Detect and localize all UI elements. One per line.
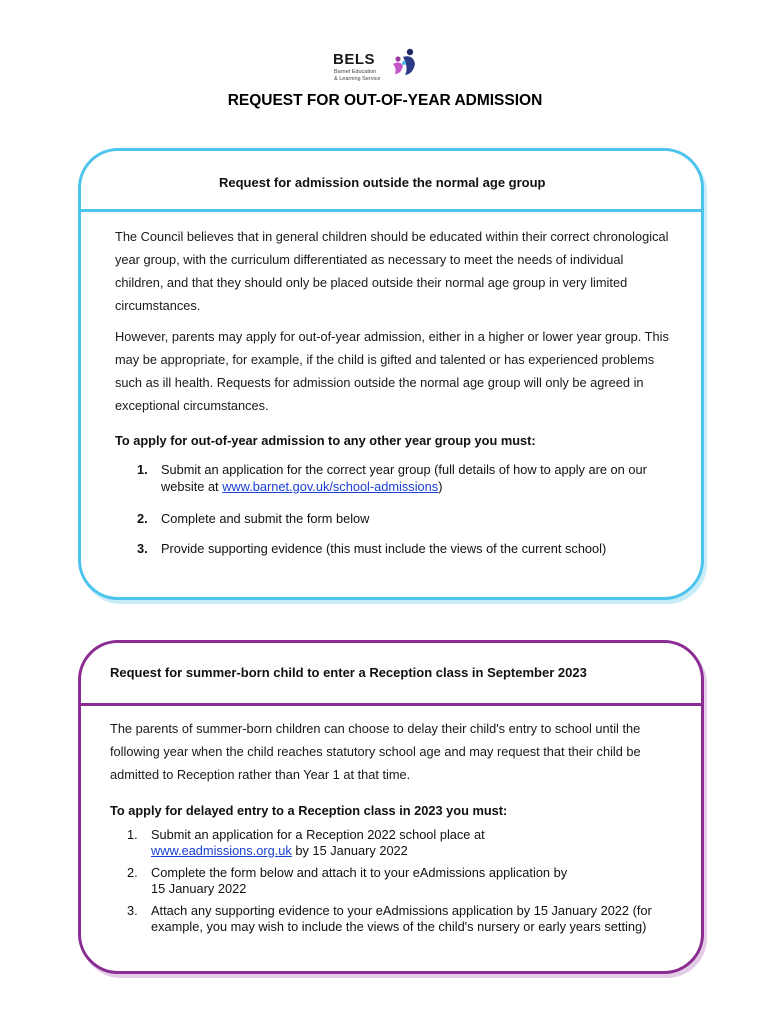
step-number: 2.: [137, 511, 148, 526]
logo-subtitle-line1: Barnet Education: [334, 69, 377, 75]
page-title: REQUEST FOR OUT-OF-YEAR ADMISSION: [227, 92, 543, 109]
section1-divider: [81, 209, 701, 212]
people-logo-icon: [391, 48, 417, 78]
step-number: 3.: [137, 541, 148, 556]
summer-born-section: [78, 640, 704, 974]
section2-heading: Request for summer-born child to enter a Reception class in September 2023: [110, 665, 587, 680]
step-number: 2.: [127, 865, 138, 880]
step-text: Complete the form below and attach it to your eAdmissions application by: [151, 865, 568, 880]
step-text-end: ): [438, 479, 443, 494]
list-item: [127, 827, 667, 859]
step-text-date: 15 January 2022: [151, 881, 247, 896]
list-item: [127, 903, 667, 935]
section1-apply-heading: To apply for out-of-year admission to any other year group you must:: [115, 433, 536, 448]
step-text: Submit an application for a Reception 2022 school place at: [151, 827, 485, 842]
step-number: 1.: [127, 827, 138, 842]
eadmissions-link[interactable]: www.eadmissions.org.uk: [151, 843, 292, 858]
section1-heading: Request for admission outside the normal age group: [219, 175, 546, 190]
list-item: [137, 510, 667, 527]
step-text: Complete and submit the form below: [161, 511, 370, 526]
section1-paragraph-2: However, parents may apply for out-of-year admission, either in a higher or lower year group. This may be appropriate, for example, if the child is gifted and talented or has experienced problems such as ill health. Requests for admission outside the normal age group will only be agreed in exceptional circumstances.: [115, 329, 669, 413]
barnet-admissions-link[interactable]: www.barnet.gov.uk/school-admissions: [222, 479, 439, 494]
section2-steps-list: [127, 827, 667, 935]
step-text: Attach any supporting evidence to your eAdmissions application by 15 January 2022 (for example, you may wish to include the views of the child's nursery or early years setting): [151, 903, 652, 934]
list-item: [127, 865, 667, 897]
list-item: [137, 540, 667, 557]
step-text-end: by 15 January 2022: [291, 843, 408, 858]
section2-divider: [81, 703, 701, 706]
logo-wordmark: BELS: [333, 51, 376, 68]
out-of-year-section: [78, 148, 704, 600]
step-number: 3.: [127, 903, 138, 918]
step-text: Provide supporting evidence (this must include the views of the current school): [161, 541, 607, 556]
logo-subtitle-line2: & Learning Service: [334, 76, 381, 82]
section1-steps-list: [137, 461, 667, 557]
step-text: Submit an application for the correct year group (full details of how to apply are on our website at: [161, 462, 647, 494]
section1-paragraph-1: The Council believes that in general children should be educated within their correct chronological year group, with the curriculum differentiated as necessary to meet the needs of individual children, and that they should only be placed outside their normal age group in very limited circumstances.: [115, 229, 669, 313]
step-number: 1.: [137, 462, 148, 477]
bels-logo: [333, 48, 423, 88]
section2-apply-heading: To apply for delayed entry to a Reception class in 2023 you must:: [110, 803, 508, 818]
section2-paragraph-1: The parents of summer-born children can choose to delay their child's entry to school until the following year when the child reaches statutory school age and may request that their child be admitted to Reception rather than Year 1 at that time.: [110, 721, 641, 782]
list-item: [137, 461, 667, 495]
